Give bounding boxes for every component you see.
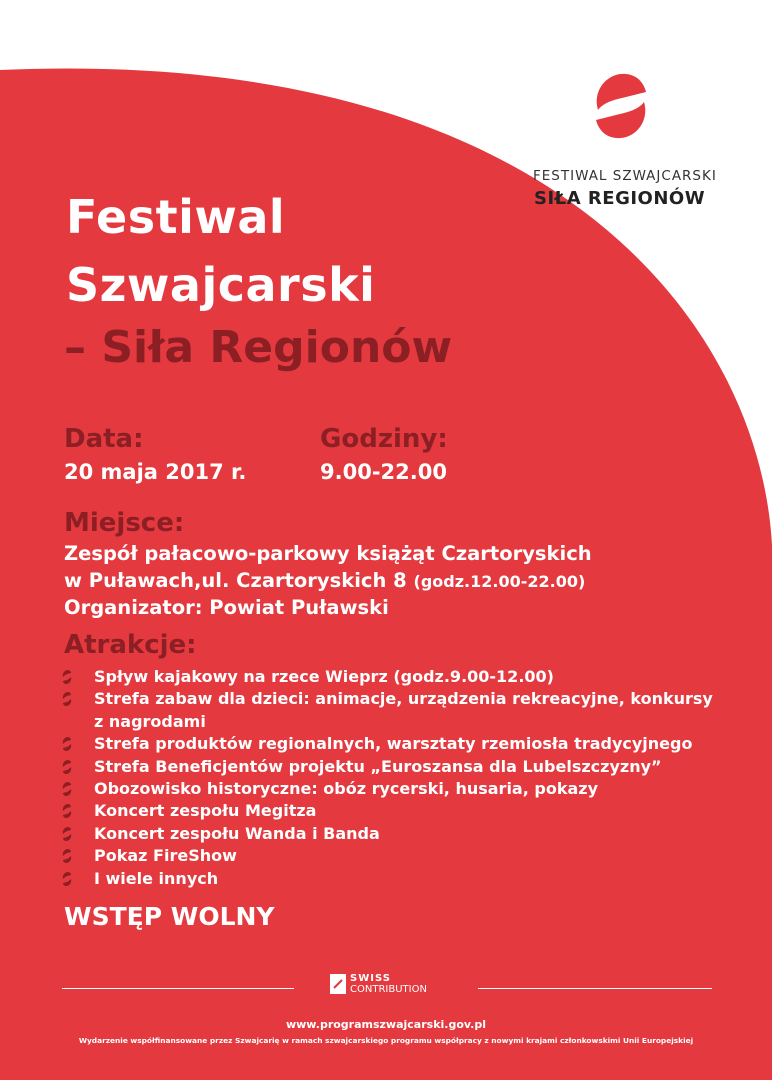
logo-big-text: SIŁA REGIONÓW bbox=[534, 188, 706, 209]
s-bullet-icon bbox=[62, 849, 72, 863]
place-line-1: Zespół pałacowo-parkowy książąt Czartoryskich bbox=[64, 542, 592, 565]
swiss-line-1: SWISS bbox=[350, 973, 391, 984]
s-logo-icon bbox=[592, 72, 650, 140]
attraction-text: Strefa Beneficjentów projektu „Euroszansa dla Lubelszczyzny” bbox=[94, 756, 662, 776]
s-bullet-icon bbox=[62, 760, 72, 774]
attraction-text: Strefa zabaw dla dzieci: animacje, urządzenia rekreacyjne, konkursy z nagrodami bbox=[94, 689, 713, 731]
place-address: w Puławach,ul. Czartoryskich 8 bbox=[64, 569, 407, 592]
attractions-label: Atrakcje: bbox=[64, 630, 197, 660]
date-label: Data: bbox=[64, 424, 144, 454]
hours-label: Godziny: bbox=[320, 424, 448, 454]
organizer: Organizator: Powiat Puławski bbox=[64, 596, 389, 619]
attraction-text: Koncert zespołu Wanda i Banda bbox=[94, 823, 380, 843]
attraction-item bbox=[62, 666, 722, 688]
attraction-text: Pokaz FireShow bbox=[94, 846, 237, 866]
attraction-text: Obozowisko historyczne: obóz rycerski, husaria, pokazy bbox=[94, 779, 598, 799]
s-bullet-icon bbox=[62, 782, 72, 796]
attraction-item bbox=[62, 845, 722, 867]
attractions-list bbox=[62, 666, 722, 890]
attraction-item bbox=[62, 800, 722, 822]
place-hours-note: (godz.12.00-22.00) bbox=[413, 572, 586, 591]
attraction-item bbox=[62, 778, 722, 800]
attraction-item bbox=[62, 733, 722, 755]
hours-value: 9.00-22.00 bbox=[320, 460, 447, 484]
title-line-3: – Siła Regionów bbox=[64, 322, 453, 373]
s-bullet-icon bbox=[62, 827, 72, 841]
attraction-item bbox=[62, 688, 722, 733]
s-bullet-icon bbox=[62, 737, 72, 751]
divider-left bbox=[62, 988, 294, 989]
swiss-contribution-text bbox=[350, 973, 427, 995]
attraction-item bbox=[62, 868, 722, 890]
title-line-2: Szwajcarski bbox=[66, 258, 376, 312]
attraction-text: Koncert zespołu Megitza bbox=[94, 801, 317, 821]
attraction-item bbox=[62, 756, 722, 778]
website-url[interactable]: www.programszwajcarski.gov.pl bbox=[285, 1018, 486, 1031]
title-line-1: Festiwal bbox=[66, 190, 286, 244]
attraction-text: Spływ kajakowy na rzece Wieprz (godz.9.00-12.00) bbox=[94, 667, 554, 686]
attraction-text: I wiele innych bbox=[94, 868, 219, 888]
place-line-2 bbox=[64, 569, 585, 592]
s-bullet-icon bbox=[62, 692, 72, 706]
date-value: 20 maja 2017 r. bbox=[64, 460, 247, 484]
s-bullet-icon bbox=[62, 804, 72, 818]
swiss-line-2: CONTRIBUTION bbox=[350, 984, 427, 995]
divider-right bbox=[478, 988, 712, 989]
swiss-flag-icon bbox=[330, 974, 346, 994]
logo-small-text: FESTIWAL SZWAJCARSKI bbox=[533, 168, 717, 184]
cofinancing-note: Wydarzenie współfinansowane przez Szwajcarię w ramach szwajcarskiego programu współpracy z nowymi krajami członkowskimi Unii Europejskiej bbox=[78, 1036, 694, 1045]
place-label: Miejsce: bbox=[64, 508, 185, 538]
s-bullet-icon bbox=[62, 872, 72, 886]
attraction-text: Strefa produktów regionalnych, warsztaty rzemiosła tradycyjnego bbox=[94, 734, 693, 754]
s-bullet-icon bbox=[62, 670, 72, 684]
free-entry: WSTĘP WOLNY bbox=[64, 902, 275, 931]
attraction-item bbox=[62, 823, 722, 845]
